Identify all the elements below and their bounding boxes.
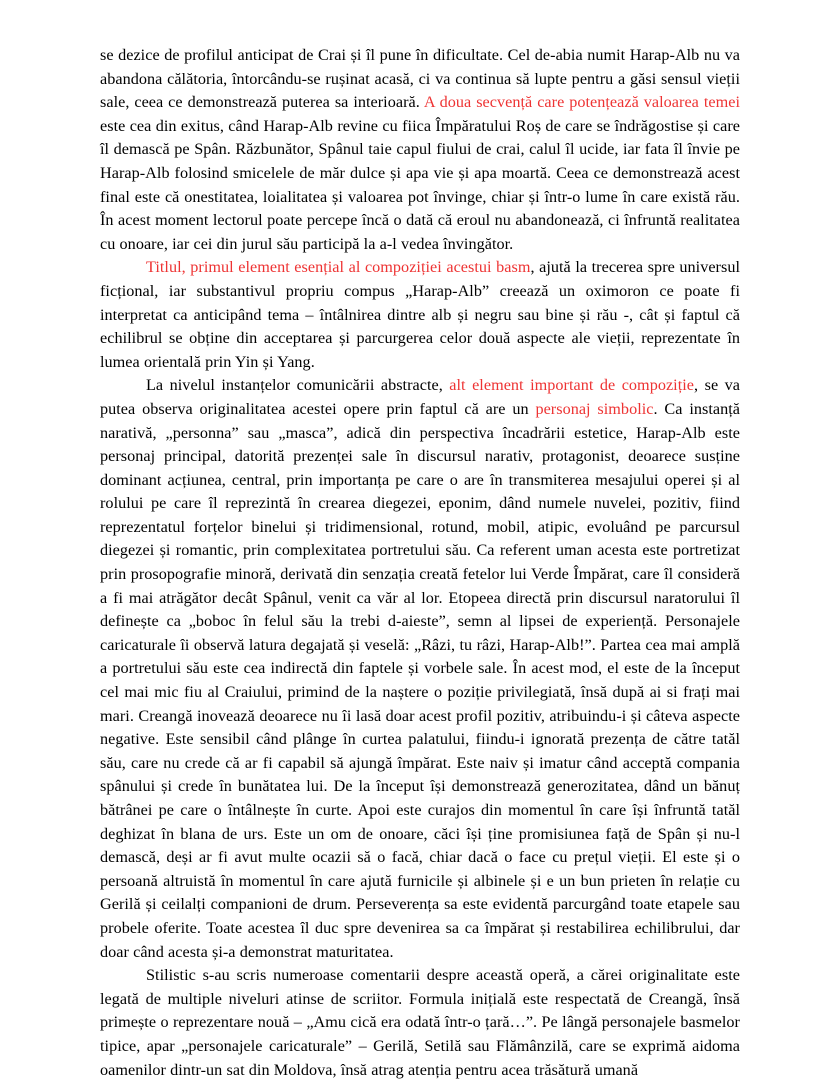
highlighted-phrase: personaj simbolic	[535, 399, 654, 418]
paragraph	[100, 374, 740, 964]
text-run: este cea din exitus, când Harap-Alb revine cu fiica Împăratului Roș de care se îndrăgostise și care îl demască pe Spân. Răzbunător, Spânul taie capul fiului de crai, calul îl ucide, iar fata îl învie pe Harap-Alb folosind smicelele de măr dulce și apa vie și apa moartă. Ceea ce demonstrează acest final este că onestitatea, loialitatea și valoarea pot învinge, chiar și într-o lume în care există rău. În acest moment lectorul poate percepe încă o dată că eroul nu abandonează, ci înfruntă realitatea cu onoare, iar cei din jurul său participă la a-l vedea învingător.	[100, 116, 740, 253]
paragraph	[100, 44, 740, 256]
text-run: se dezice de profilul anticipat de Crai și îl pune în dificultate. Cel de-abia numit Harap-Alb nu va abandona călătoria, întorcându-se rușinat acasă, ci va continua să lupte pentru a găsi sensul vieții sale, ceea ce demonstrează puterea sa interioară.	[100, 46, 740, 112]
document-text-body	[100, 44, 740, 1082]
text-run: , ajută la trecerea spre universul ficțional, iar substantivul propriu compus „Harap-Alb” creează un oximoron ce poate fi interpretat ca anticipând tema – întâlnirea dintre alb și negru sau bine și rău -, cât și faptul că echilibrul se obține din acceptarea și parcurgerea celor două aspecte ale vieții, reprezentate în lumea orientală prin Yin și Yang.	[100, 258, 741, 371]
text-run: , se va putea observa originalitatea acestei opere prin faptul că are un	[100, 376, 741, 418]
highlighted-phrase: A doua secvență care potențează valoarea temei	[423, 93, 740, 112]
text-run: La nivelul instanțelor comunicării abstracte,	[146, 376, 450, 395]
text-run: Stilistic s-au scris numeroase comentarii despre această operă, a cărei originalitate este legată de multiple niveluri atinse de scriitor. Formula inițială este respectată de Creangă, însă primește o reprezentare nouă – „Amu cică era odată într-o țară…”. Pe lângă personajele basmelor tipice, apar „personajele caricaturale” – Gerilă, Setilă sau Flămânzilă, care se exprimă aidoma oamenilor dintr-un sat din Moldova, însă atrag atenția pentru acea trăsătură umană	[100, 966, 740, 1079]
paragraph	[100, 256, 740, 374]
paragraph	[100, 964, 740, 1082]
text-run: . Ca instanță narativă, „personna” sau „masca”, adică din perspectiva încadrării estetice, Harap-Alb este personaj principal, datorită prezenței sale în discursul narativ, protagonist, deoarece susține dominant acțiunea, central, prin importanța pe care o are în transmiterea mesajului operei și al rolului pe care îl reprezintă în crearea diegezei, eponim, dând numele nuvelei, pozitiv, fiind reprezentatul forțelor binelui și tridimensional, rotund, mobil, atipic, evoluând pe parcursul diegezei și romantic, prin complexitatea portretului său. Ca referent uman acesta este portretizat prin prosopografie minoră, derivată din senzația creată fetelor lui Verde Împărat, care îl consideră a fi mai atrăgător decât Spânul, venit ca văr al lor. Etopeea directă prin discursul naratorului îl definește ca „boboc în felul său la trebi d-aieste”, semn al lipsei de experiență. Personajele caricaturale îi observă latura degajată și veselă: „Râzi, tu râzi, Harap-Alb!”. Partea cea mai amplă a portretului său este cea indirectă din faptele și vorbele sale. În acest mod, el este de la început cel mai mic fiu al Craiului, primind de la naștere o poziție privilegiată, însă după ai si frați mai mari. Creangă inovează deoarece nu îi lasă doar acest profil pozitiv, atribuindu-i și câteva aspecte negative. Este sensibil când plânge în curtea palatului, fiindu-i ignorată prezența de către tatăl său, care nu crede că ar fi capabil să ajungă împărat. Este naiv și imatur când acceptă compania spânului și crede în bunătatea lui. De la început își demonstrează generozitatea, dând un bănuț bătrânei pe care o întâlnește în curte. Apoi este curajos din momentul în care își înfruntă tatăl deghizat în blana de urs. Este un om de onoare, căci își ține promisiunea față de Spân și nu-l demască, deși ar fi avut multe ocazii să o facă, chiar dacă o face cu prețul vieții. El este și o persoană altruistă în momentul în care ajută furnicile și albinele și e un bun prieten în relație cu Gerilă și ceilalți companioni de drum. Perseverența sa este evidentă parcurgând toate etapele sau probele oferite. Toate acestea îl duc spre devenirea sa ca împărat și restabilirea echilibrului, dar doar când acesta și-a demonstrat maturitatea.	[100, 399, 740, 961]
highlighted-phrase: alt element important de compoziție	[449, 376, 695, 395]
highlighted-phrase: Titlul, primul element esențial al compoziției acestui basm	[146, 258, 531, 277]
